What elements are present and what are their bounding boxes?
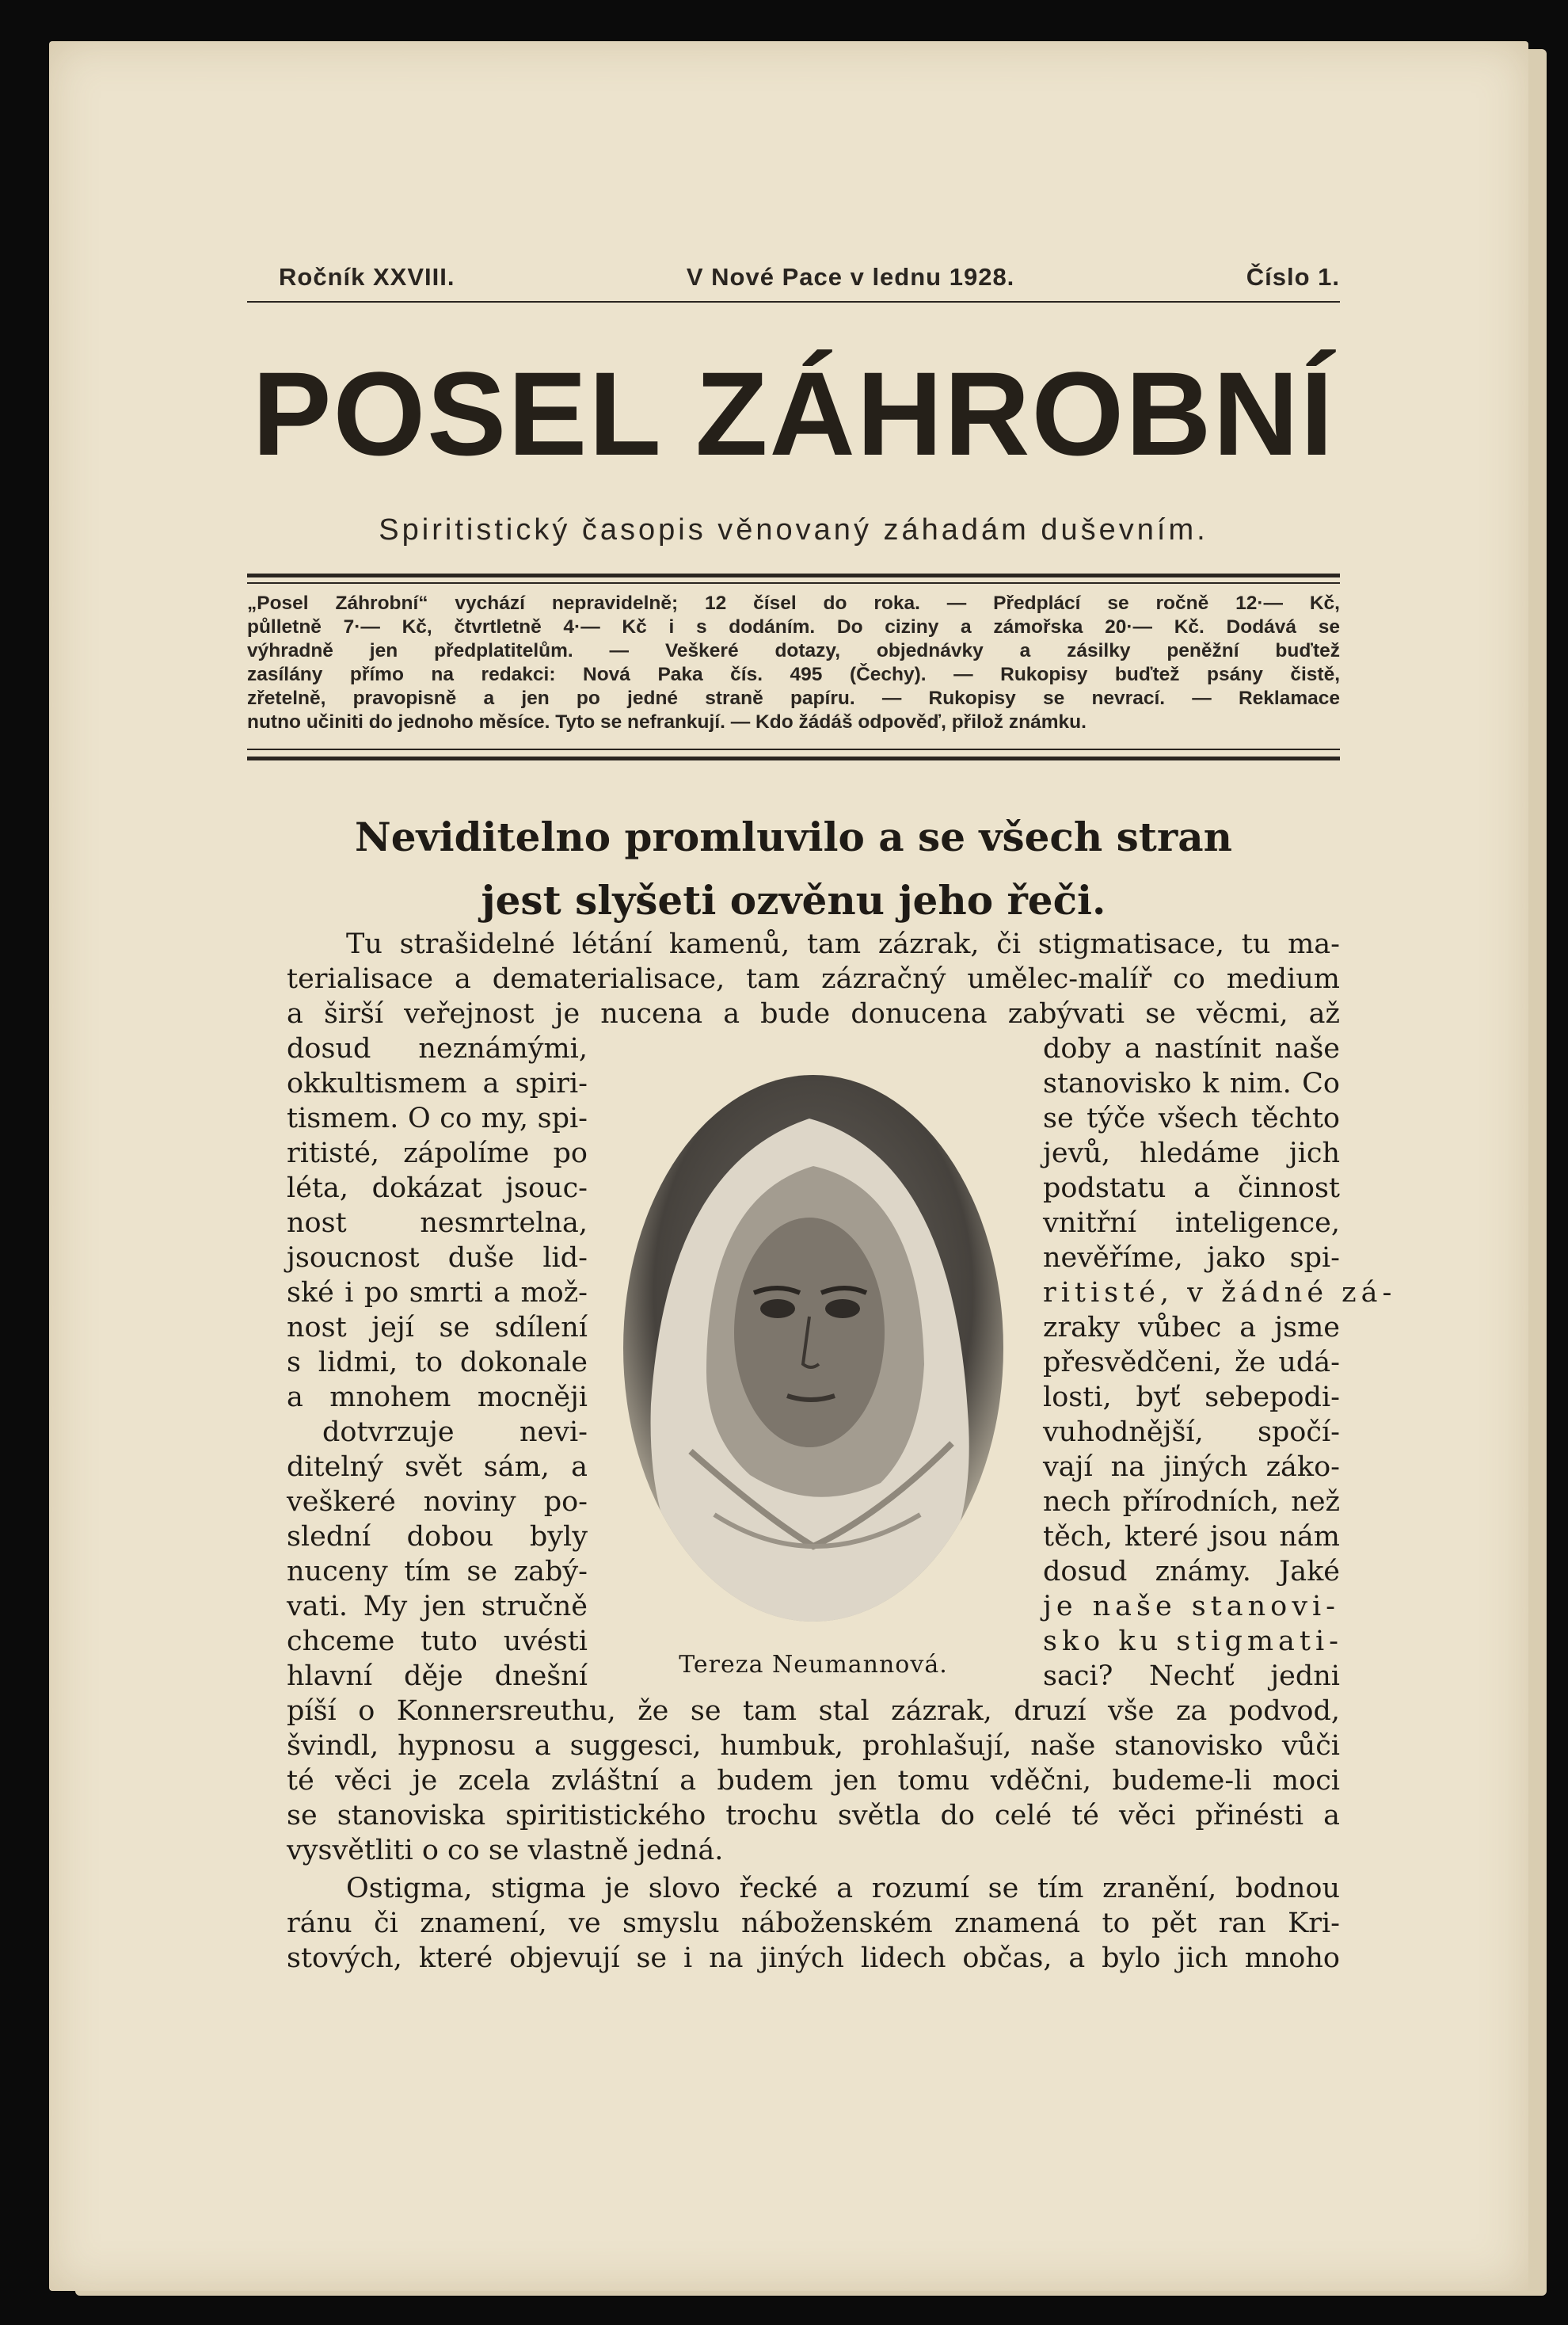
left-col-line: jsoucnost duše lid-: [287, 1242, 588, 1274]
info-line: zasílány přímo na redakci: Nová Paka čís. 495 (Čechy). — Rukopisy buďtež psány čistě,: [247, 664, 1340, 685]
left-col-line: léta, dokázat jsouc-: [287, 1172, 588, 1204]
masthead-subtitle: Spiritistický časopis věnovaný záhadám duševním.: [379, 513, 1208, 547]
right-col-line: nevěříme, jako spi-: [1043, 1242, 1340, 1274]
headline-line-1: Neviditelno promluvilo a se všech stran: [355, 814, 1232, 860]
left-col-line: nost její se sdílení: [287, 1312, 588, 1344]
right-col-line: stanovisko k nim. Co: [1043, 1068, 1340, 1100]
right-col-line: saci? Nechť jedni: [1043, 1660, 1340, 1692]
right-col-line: přesvědčeni, že udá-: [1043, 1347, 1340, 1378]
right-col-line: vnitřní inteligence,: [1043, 1207, 1340, 1239]
left-col-line: okkultismem a spiri-: [287, 1068, 588, 1100]
right-col-line: zraky vůbec a jsme: [1043, 1312, 1340, 1344]
info-line: nutno učiniti do jednoho měsíce. Tyto se nefrankují. — Kdo žádáš odpověď, přilož známku.: [247, 711, 1087, 733]
left-col-line: dotvrzuje nevi-: [322, 1416, 588, 1448]
article-line: švindl, hypnosu a suggesci, humbuk, prohlašují, naše stanovisko vůči: [287, 1730, 1340, 1762]
newspaper-page: [49, 41, 1528, 2291]
info-line: výhradně jen předplatitelům. — Veškeré dotazy, objednávky a zásilky peněžní buďtež: [247, 640, 1340, 661]
article-line: ránu či znamení, ve smyslu náboženském znamená to pět ran Kri-: [287, 1908, 1340, 1939]
info-line: zřetelně, pravopisně a jen po jedné straně papíru. — Rukopisy se nevrací. — Reklamace: [247, 688, 1340, 709]
left-col-line: slední dobou byly: [287, 1521, 588, 1553]
info-line: „Posel Záhrobní“ vychází nepravidelně; 12 čísel do roka. — Předplácí se ročně 12·— Kč,: [247, 593, 1340, 614]
left-col-line: ditelný svět sám, a: [287, 1451, 588, 1483]
article-line: Ostigma, stigma je slovo řecké a rozumí se tím zranění, bodnou: [346, 1873, 1340, 1904]
right-col-line: vají na jiných záko-: [1043, 1451, 1340, 1483]
photo-caption: Tereza Neumannová.: [679, 1651, 948, 1679]
right-col-line: vuhodnější, spočí-: [1043, 1416, 1340, 1448]
right-col-line: doby a nastínit naše: [1043, 1033, 1340, 1065]
left-col-line: nuceny tím se zabý-: [287, 1556, 588, 1587]
divider: [247, 301, 1340, 303]
left-col-line: ské i po smrti a mož-: [287, 1277, 588, 1309]
issue-number-label: Číslo 1.: [1246, 263, 1340, 291]
right-col-line: dosud známy. Jaké: [1043, 1556, 1340, 1587]
article-line: stových, které objevují se i na jiných lidech občas, a bylo jich mnoho: [287, 1942, 1340, 1974]
right-col-line: jevů, hledáme jich: [1043, 1138, 1340, 1169]
right-col-line: se týče všech těchto: [1043, 1103, 1340, 1134]
right-col-line: losti, byť sebepodi-: [1043, 1382, 1340, 1413]
left-col-line: chceme tuto uvésti: [287, 1626, 588, 1657]
portrait-photo: [619, 1071, 1007, 1629]
left-col-line: vati. My jen stručně: [287, 1591, 588, 1622]
left-col-line: s lidmi, to dokonale: [287, 1347, 588, 1378]
article-line: té věci je zcela zvláštní a budem jen tomu vděčni, budeme-li moci: [287, 1765, 1340, 1797]
right-col-line: ritisté, v žádné zá-: [1043, 1277, 1397, 1309]
divider: [247, 582, 1340, 584]
left-col-line: ritisté, zápolíme po: [287, 1138, 588, 1169]
left-col-line: dosud neznámými,: [287, 1033, 588, 1065]
volume-label: Ročník XXVIII.: [279, 263, 455, 291]
left-col-line: a mnohem mocněji: [287, 1382, 588, 1413]
subscription-info: [247, 592, 1340, 734]
article-line: se stanoviska spiritistického trochu světla do celé té věci přinésti a: [287, 1800, 1340, 1831]
article-line: vysvětliti o co se vlastně jedná.: [287, 1835, 724, 1866]
left-col-line: nost nesmrtelna,: [287, 1207, 588, 1239]
right-col-line: podstatu a činnost: [1043, 1172, 1340, 1204]
article-line: Tu strašidelné létání kamenů, tam zázrak, či stigmatisace, tu ma-: [346, 928, 1340, 960]
right-col-line: těch, které jsou nám: [1043, 1521, 1340, 1553]
right-col-line: je naše stanovi-: [1043, 1591, 1340, 1622]
masthead-title: POSEL ZÁHROBNÍ: [252, 347, 1335, 480]
headline-line-2: jest slyšeti ozvěnu jeho řeči.: [481, 877, 1106, 924]
left-col-line: veškeré noviny po-: [287, 1486, 588, 1518]
divider: [247, 757, 1340, 760]
divider: [247, 574, 1340, 577]
article-headline: [247, 806, 1340, 932]
place-date-label: V Nové Pace v lednu 1928.: [686, 263, 1015, 291]
right-col-line: sko ku stigmati-: [1043, 1626, 1344, 1657]
issue-meta-row: [279, 263, 1340, 292]
article-line: píší o Konnersreuthu, že se tam stal zázrak, druzí vše za podvod,: [287, 1695, 1340, 1727]
left-col-line: tismem. O co my, spi-: [287, 1103, 588, 1134]
info-line: půlletně 7·— Kč, čtvrtletně 4·— Kč i s dodáním. Do ciziny a zámořska 20·— Kč. Dodává se: [247, 616, 1340, 638]
left-col-line: hlavní děje dnešní: [287, 1660, 588, 1692]
article-line: a širší veřejnost je nucena a bude donucena zabývati se věcmi, až: [287, 998, 1340, 1030]
divider: [247, 749, 1340, 750]
right-col-line: nech přírodních, než: [1043, 1486, 1340, 1518]
article-line: terialisace a dematerialisace, tam zázračný umělec-malíř co medium: [287, 963, 1340, 995]
